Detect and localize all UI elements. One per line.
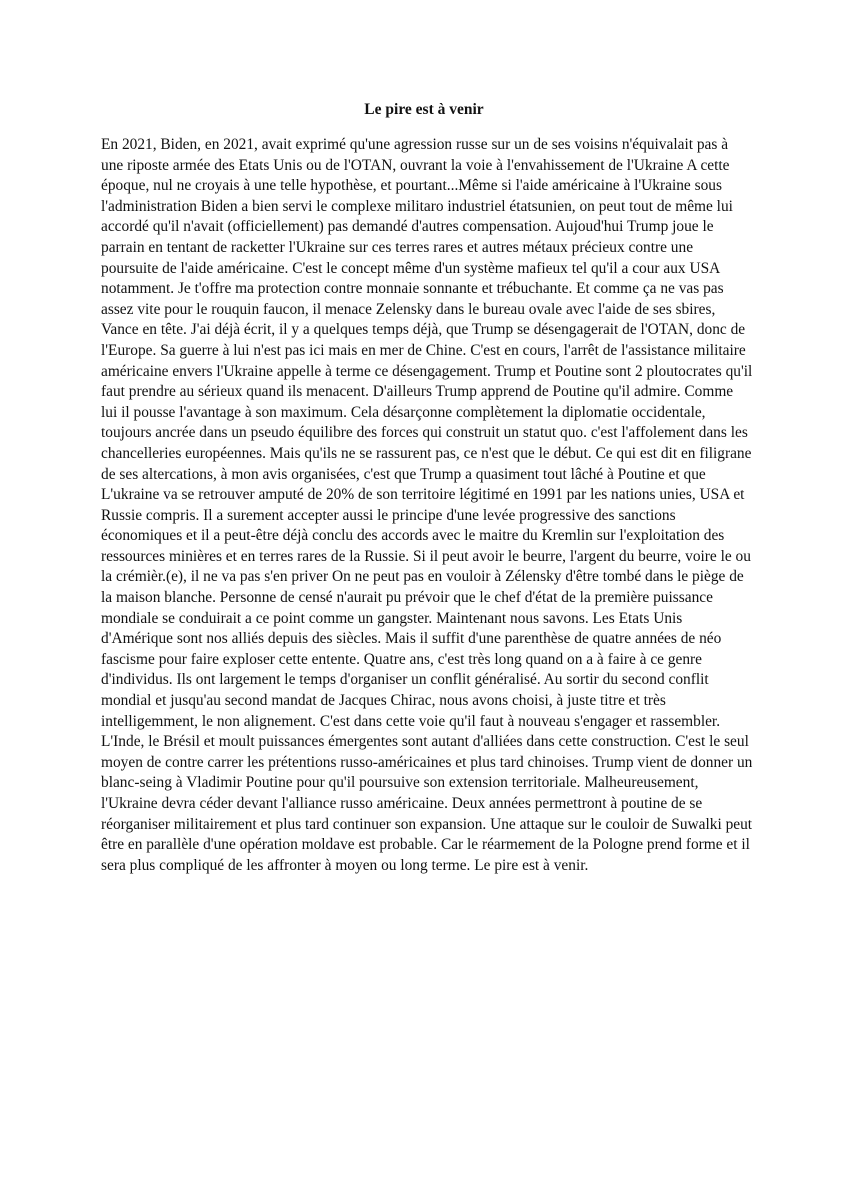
page-title: Le pire est à venir [364,101,484,118]
body-paragraph: En 2021, Biden, en 2021, avait exprimé qu'une agression russe sur un de ses voisins n'équivalait pas à une riposte armée des Etats Unis ou de l'OTAN, ouvrant la voie à l'envahissement de l'Ukraine A cette époque, nul ne croyais à une telle hypothèse, et pourtant...Même si l'aide américaine à l'Ukraine sous l'administration Biden a bien servi le complexe militaro industriel étatsunien, on peut tout de même lui accordé qu'il n'avait (officiellement) pas demandé d'autres compensation. Aujoud'hui Trump joue le parrain en tentant de racketter l'Ukraine sur ces terres rares et autres métaux précieux contre une poursuite de l'aide américaine. C'est le concept même d'un système mafieux tel qu'il a cour aux USA notamment. Je t'offre ma protection contre monnaie sonnante et trébuchante. Et comme ça ne vas pas assez vite pour le rouquin faucon, il menace Zelensky dans le bureau ovale avec l'aide de ses sbires, Vance en tête. J'ai déjà écrit, il y a quelques temps déjà, que Trump se désengagerait de l'OTAN, donc de l'Europe. Sa guerre à lui n'est pas ici mais en mer de Chine. C'est en cours, l'arrêt de l'assistance militaire américaine envers l'Ukraine appelle à terme ce désengagement. Trump et Poutine sont 2 ploutocrates qu'il faut prendre au sérieux quand ils menacent. D'ailleurs Trump apprend de Poutine qu'il admire. Comme lui il pousse l'avantage à son maximum. Cela désarçonne complètement la diplomatie occidentale, toujours ancrée dans un pseudo équilibre des forces qui construit un statut quo. c'est l'affolement dans les chancelleries européennes. Mais qu'ils ne se rassurent pas, ce n'est que le début. Ce qui est dit en filigrane de ses altercations, à mon avis organisées, c'est que Trump a quasiment tout lâché à Poutine et que L'ukraine va se retrouver amputé de 20% de son territoire légitimé en 1991 par les nations unies, USA et Russie compris. Il a surement accepter aussi le principe d'une levée progressive des sanctions économiques et il a peut-être déjà conclu des accords avec le maitre du Kremlin sur l'exploitation des ressources minières et en terres rares de la Russie. Si il peut avoir le beurre, l'argent du beurre, voire le ou la crémièr.(e), il ne va pas s'en priver On ne peut pas en vouloir à Zélensky d'être tombé dans le piège de la maison blanche. Personne de censé n'aurait pu prévoir que le chef d'état de la première puissance mondiale se conduirait a ce point comme un gangster. Maintenant nous savons. Les Etats Unis d'Amérique sont nos alliés depuis des siècles. Mais il suffit d'une parenthèse de quatre années de néo fascisme pour faire exploser cette entente. Quatre ans, c'est très long quand on a à faire à ce genre d'individus. Ils ont largement le temps d'organiser un conflit généralisé. Au sortir du second conflit mondial et jusqu'au second mandat de Jacques Chirac, nous avons choisi, à juste titre et très intelligemment, le non alignement. C'est dans cette voie qu'il faut à nouveau s'engager et rassembler. L'Inde, le Brésil et moult puissances émergentes sont autant d'alliées dans cette construction. C'est le seul moyen de contre carrer les prétentions russo-américaines et plus tard chinoises. Trump vient de donner un blanc-seing à Vladimir Poutine pour qu'il poursuive son extension territoriale. Malheureusement, l'Ukraine devra céder devant l'alliance russo américaine. Deux années permettront à poutine de se réorganiser militairement et plus tard continuer son expansion. Une attaque sur le couloir de Suwalki peut être en parallèle d'une opération moldave est probable. Car le réarmement de la Pologne prend forme et il sera plus compliqué de les affronter à moyen ou long terme. Le pire est à venir. [101,136,753,874]
